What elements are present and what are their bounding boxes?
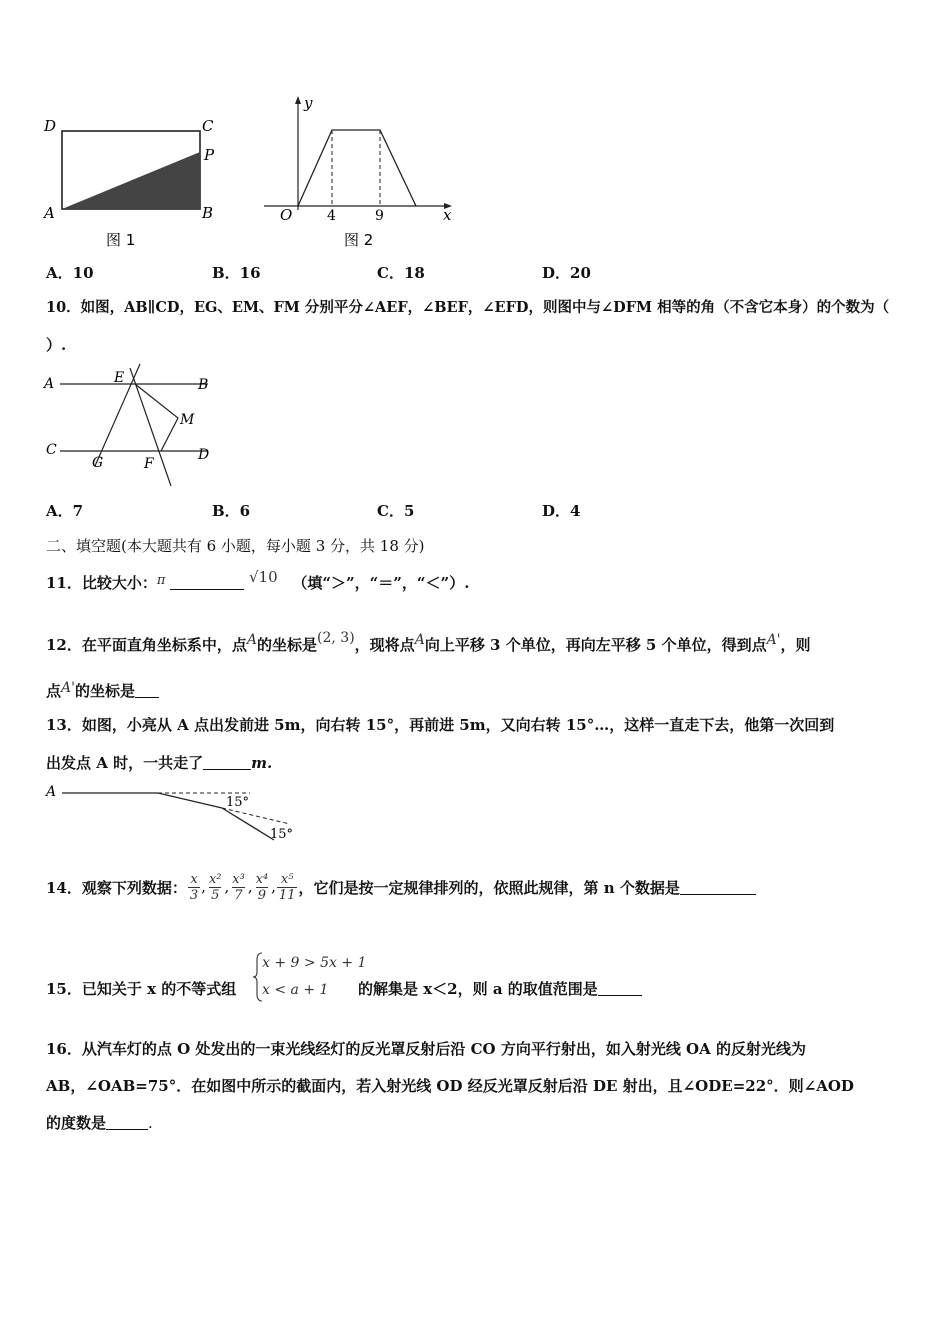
q10-option-d: D．4	[542, 502, 581, 520]
q12-line2-suffix: 的坐标是	[74, 682, 135, 700]
label-c: C	[46, 442, 57, 458]
q12-point-aprime-2: A'	[61, 680, 75, 696]
q13-line1: 13．如图，小亮从 A 点出发前进 5m，向右转 15°，再前进 5m，又向右转 15°…，这样一直走下去，他第一次回到	[46, 716, 835, 734]
q12-part4: 向上平移 3 个单位，再向左平移 5 个单位，得到点	[424, 636, 767, 654]
q16-line3: 的度数是 .	[46, 1114, 153, 1132]
label-d: D	[198, 447, 210, 463]
q13-answer-blank[interactable]	[203, 755, 251, 770]
label-a: A	[44, 376, 55, 392]
label-y: y	[304, 94, 313, 112]
q12-point-a: A	[246, 632, 258, 648]
q15-prefix: 15．已知关于 x 的不等式组	[46, 980, 237, 998]
angle-label-1: 15°	[226, 795, 250, 810]
q14-prefix: 14．观察下列数据：	[46, 879, 187, 897]
q12-line1	[46, 630, 811, 655]
q14-term-5: $\frac{\text{x⁵}}{11}$	[278, 872, 296, 903]
angle-label-2: 15°	[270, 827, 294, 842]
q12-point-aprime: A'	[766, 632, 781, 648]
label-d: D	[44, 117, 57, 135]
q12-line2-prefix: 点	[46, 682, 62, 700]
label-g: G	[92, 455, 104, 471]
label-x: x	[443, 206, 452, 224]
q11-sqrt: √10	[248, 568, 278, 586]
q10-figure	[40, 362, 220, 492]
q12-coord: (2, 3)	[317, 630, 355, 646]
q10-text-line1: 10．如图，AB∥CD，EG、EM、FM 分别平分∠AEF，∠BEF，∠EFD，则图中与∠DFM 相等的角（不含它本身）的个数为（	[46, 299, 890, 316]
q9-option-d: D．20	[542, 264, 591, 282]
q14: 14．观察下列数据： $\frac{x}{3}$ , $\frac{\text{x²}}{5}$ , $\frac{\text{x³}}{7}$ , $\frac{\text{x⁴}}{9}$ , $\frac{\text{x⁵}}{11}$ ，它们是按一定规律排列的，依照此规律，第 n 个数据是	[46, 872, 756, 903]
q12-line2	[46, 680, 159, 701]
q15-answer-blank[interactable]	[598, 981, 642, 996]
label-b: B	[198, 377, 209, 393]
q12-answer-blank[interactable]	[135, 683, 159, 698]
q13-figure	[40, 778, 310, 848]
tick-9: 9	[375, 208, 384, 224]
label-o: O	[280, 206, 293, 224]
q15-tail	[358, 978, 642, 999]
q9-figure-2	[260, 92, 460, 252]
label-m: M	[180, 412, 195, 428]
q12-part1: 12．在平面直角坐标系中，点	[46, 636, 247, 654]
q14-term-2: $\frac{\text{x²}}{5}$	[208, 872, 222, 903]
label-b: B	[202, 204, 214, 222]
q14-term-4: $\frac{\text{x⁴}}{9}$	[255, 872, 269, 903]
q16-line3-text: 的度数是	[46, 1114, 107, 1132]
q9-option-c: C．18	[377, 264, 425, 282]
q10-text-line2: ）.	[46, 336, 67, 354]
q16-answer-blank[interactable]	[106, 1115, 148, 1130]
q12-part3: ，现将点	[354, 636, 415, 654]
q14-term-3: $\frac{\text{x³}}{7}$	[232, 872, 245, 903]
q14-suffix: ，它们是按一定规律排列的，依照此规律，第 n 个数据是	[298, 879, 680, 897]
q11-pi: π	[156, 573, 166, 588]
label-e: E	[114, 370, 125, 386]
q11-suffix: （填“＞”，“＝”，“＜”）.	[292, 574, 470, 592]
q12-point-a-2: A	[414, 632, 425, 648]
q10-option-b: B．6	[212, 502, 251, 520]
q11-prefix: 11．比较大小：	[46, 574, 157, 592]
q15-inequality-2: x < a + 1	[262, 982, 329, 998]
fig1-caption: 图 1	[106, 231, 136, 249]
q14-term-1: $\frac{x}{3}$	[189, 872, 199, 903]
label-p: P	[204, 146, 215, 164]
q9-option-a: A．10	[46, 264, 94, 282]
q9-option-b: B．16	[212, 264, 261, 282]
q16-line1: 16．从汽车灯的点 O 处发出的一束光线经灯的反光罩反射后沿 CO 方向平行射出，如入射光线 OA 的反射光线为	[46, 1040, 806, 1058]
q9-figure-1	[40, 112, 230, 252]
label-a: A	[44, 204, 55, 222]
q15-suffix: 的解集是 x＜2，则 a 的取值范围是	[358, 980, 598, 998]
q11	[46, 568, 469, 593]
q11-answer-blank[interactable]	[170, 575, 244, 590]
q14-answer-blank[interactable]	[680, 880, 756, 895]
section-heading: 二、填空题(本大题共有 6 小题，每小题 3 分，共 18 分)	[46, 537, 425, 555]
q10-option-a: A．7	[46, 502, 84, 520]
q16-line2: AB，∠OAB=75°．在如图中所示的截面内，若入射光线 OD 经反光罩反射后沿 DE 射出，且∠ODE=22°．则∠AOD	[46, 1077, 854, 1095]
q15-inequality-1: x + 9 > 5x + 1	[262, 955, 367, 971]
q13-line2	[46, 752, 272, 773]
fig2-caption: 图 2	[344, 231, 374, 249]
q13-line2-suffix: m.	[251, 754, 273, 772]
label-c: C	[202, 117, 214, 135]
label-a: A	[46, 784, 57, 800]
tick-4: 4	[327, 208, 336, 224]
q12-part2: 的坐标是	[257, 636, 318, 654]
q12-part5: ，则	[780, 636, 811, 654]
label-f: F	[144, 456, 154, 472]
q13-line2-prefix: 出发点 A 时，一共走了	[46, 754, 204, 772]
q10-option-c: C．5	[377, 502, 415, 520]
